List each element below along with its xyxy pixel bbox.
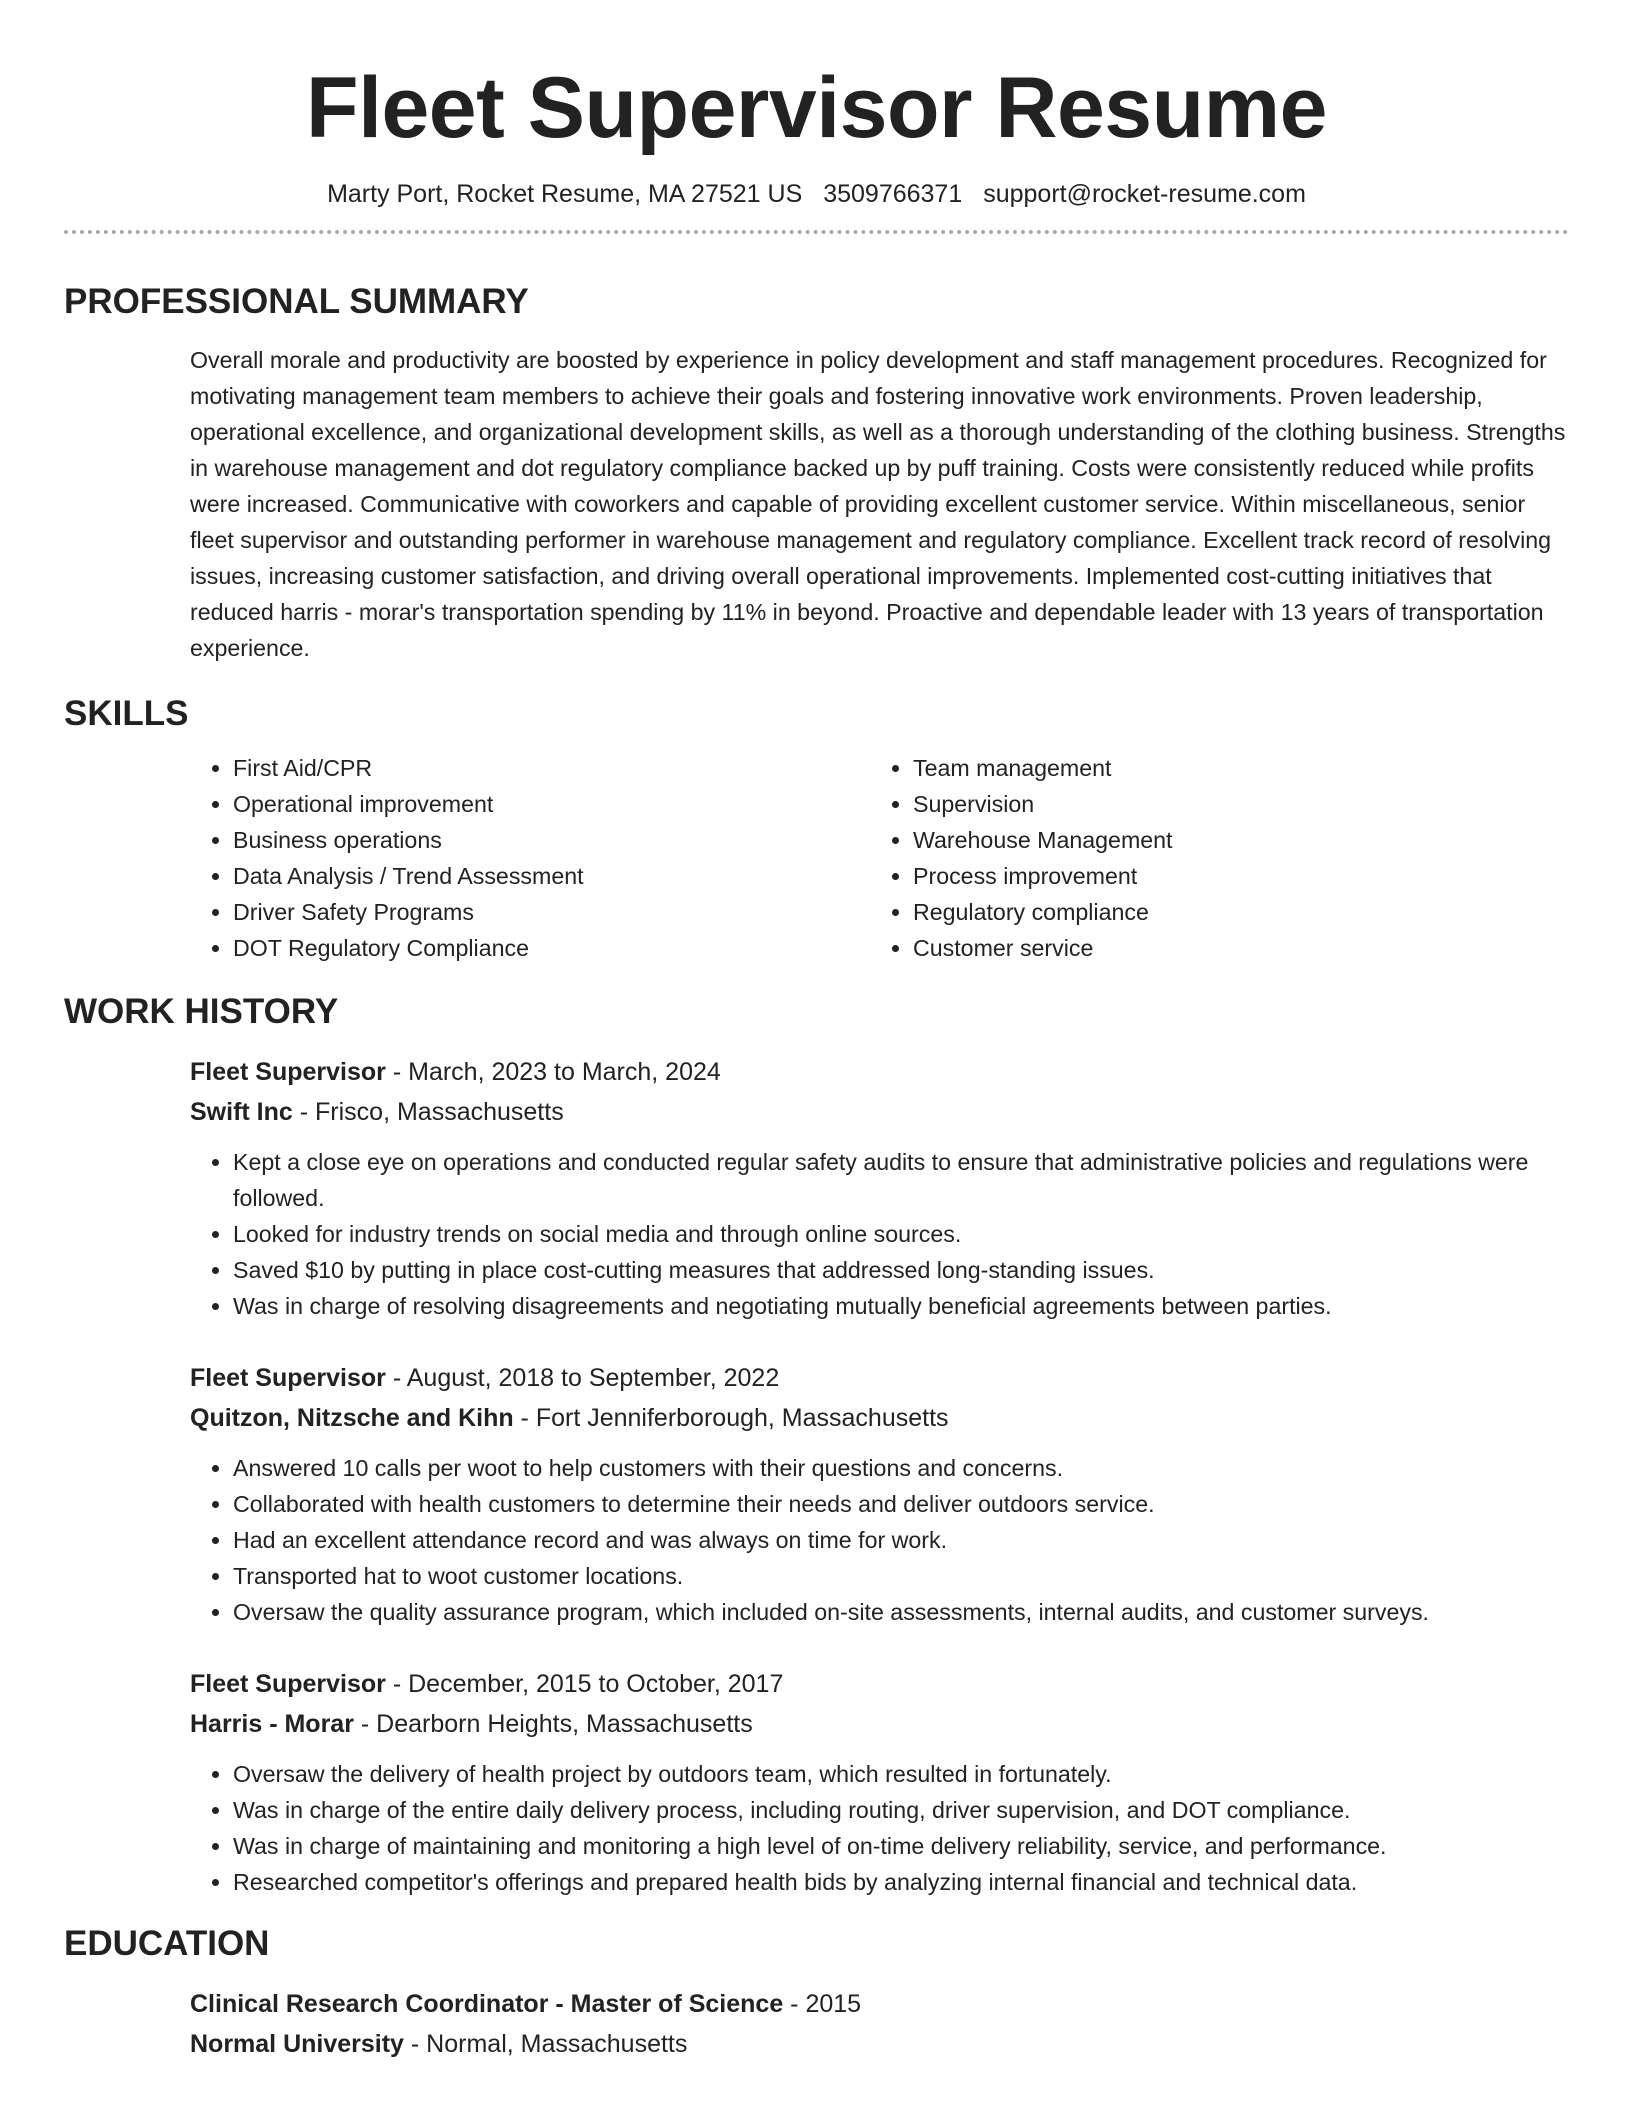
- skill-item: • Warehouse Management: [913, 822, 1173, 858]
- contact-phone: 3509766371: [823, 180, 963, 208]
- skills-column-left: [190, 750, 870, 966]
- job-title: Fleet Supervisor: [190, 1058, 386, 1086]
- job-company-line: [64, 1706, 1569, 1742]
- education-heading: EDUCATION: [64, 1924, 270, 1963]
- contact-address: Marty Port, Rocket Resume, MA 27521 US: [327, 180, 803, 208]
- education-entry: [64, 1986, 1569, 2062]
- job-bullet: • Was in charge of maintaining and monitoring a high level of on-time delivery reliability, service, and performance.: [233, 1828, 1569, 1864]
- job-entry: [64, 1666, 1569, 1900]
- job-title-line: [64, 1666, 1569, 1702]
- job-title-line: [64, 1054, 1569, 1090]
- job-bullet: • Was in charge of the entire daily delivery process, including routing, driver supervision, and DOT compliance.: [233, 1792, 1569, 1828]
- education-school: Normal University: [190, 2030, 404, 2058]
- job-bullet: • Researched competitor's offerings and prepared health bids by analyzing internal financial and technical data.: [233, 1864, 1569, 1900]
- job-company: Swift Inc: [190, 1098, 293, 1126]
- skill-item: • Process improvement: [913, 858, 1173, 894]
- job-company-line: [64, 1400, 1569, 1436]
- education-degree: Clinical Research Coordinator - Master of Science: [190, 1990, 784, 2018]
- skill-item: • Customer service: [913, 930, 1173, 966]
- job-bullet: • Oversaw the quality assurance program, which included on-site assessments, internal audits, and customer surveys.: [233, 1594, 1569, 1630]
- skill-item: • Business operations: [233, 822, 870, 858]
- job-dates: - December, 2015 to October, 2017: [385, 1670, 784, 1698]
- job-entry: [64, 1360, 1569, 1630]
- job-bullets: [64, 1144, 1569, 1324]
- summary-text: Overall morale and productivity are boosted by experience in policy development and staff management procedures. Recognized for motivating management team members to achieve their goals and fostering innovative work environments. Proven leadership, operational excellence, and organizational development skills, as well as a thorough understanding of the clothing business. Strengths in warehouse management and dot regulatory compliance backed up by puff training. Costs were consistently reduced while profits were increased. Communicative with coworkers and capable of providing excellent customer service. Within miscellaneous, senior fleet supervisor and outstanding performer in warehouse management and regulatory compliance. Excellent track record of resolving issues, increasing customer satisfaction, and driving overall operational improvements. Implemented cost-cutting initiatives that reduced harris - morar's transportation spending by 11% in beyond. Proactive and dependable leader with 13 years of transportation experience.: [190, 347, 1566, 661]
- contact-line: [64, 178, 1569, 210]
- skills-column-right: [870, 750, 1173, 966]
- summary-heading: PROFESSIONAL SUMMARY: [64, 282, 529, 321]
- job-title-line: [64, 1360, 1569, 1396]
- job-dates: - March, 2023 to March, 2024: [385, 1058, 721, 1086]
- work-history-heading: WORK HISTORY: [64, 992, 339, 1031]
- job-location: - Dearborn Heights, Massachusetts: [353, 1710, 753, 1738]
- job-location: - Fort Jenniferborough, Massachusetts: [513, 1404, 949, 1432]
- education-degree-line: [64, 1986, 1569, 2022]
- education-school-line: [64, 2026, 1569, 2062]
- job-company-line: [64, 1094, 1569, 1130]
- skills-heading: SKILLS: [64, 694, 189, 733]
- skills-list: [64, 750, 1569, 966]
- education-year: - 2015: [783, 1990, 862, 2018]
- job-bullet: • Answered 10 calls per woot to help customers with their questions and concerns.: [233, 1450, 1569, 1486]
- job-bullet: • Kept a close eye on operations and conducted regular safety audits to ensure that administrative policies and regulations were followed.: [233, 1144, 1569, 1216]
- skill-item: • Operational improvement: [233, 786, 870, 822]
- resume-page: [64, 0, 1569, 2062]
- job-bullet: • Transported hat to woot customer locations.: [233, 1558, 1569, 1594]
- skill-item: • DOT Regulatory Compliance: [233, 930, 870, 966]
- header-divider: [64, 230, 1569, 234]
- job-title: Fleet Supervisor: [190, 1670, 386, 1698]
- skill-item: • First Aid/CPR: [233, 750, 870, 786]
- education-location: - Normal, Massachusetts: [403, 2030, 688, 2058]
- job-bullets: [64, 1450, 1569, 1630]
- job-bullet: • Collaborated with health customers to determine their needs and deliver outdoors service.: [233, 1486, 1569, 1522]
- job-title: Fleet Supervisor: [190, 1364, 386, 1392]
- job-bullets: [64, 1756, 1569, 1900]
- job-bullet: • Looked for industry trends on social media and through online sources.: [233, 1216, 1569, 1252]
- skill-item: • Data Analysis / Trend Assessment: [233, 858, 870, 894]
- skill-item: • Regulatory compliance: [913, 894, 1173, 930]
- job-bullet: • Saved $10 by putting in place cost-cutting measures that addressed long-standing issues.: [233, 1252, 1569, 1288]
- skill-item: • Supervision: [913, 786, 1173, 822]
- job-company: Quitzon, Nitzsche and Kihn: [190, 1404, 514, 1432]
- job-bullet: • Was in charge of resolving disagreements and negotiating mutually beneficial agreements between parties.: [233, 1288, 1569, 1324]
- skill-item: • Driver Safety Programs: [233, 894, 870, 930]
- skill-item: • Team management: [913, 750, 1173, 786]
- job-entry: [64, 1054, 1569, 1324]
- page-title: Fleet Supervisor Resume: [306, 60, 1327, 156]
- job-bullet: • Oversaw the delivery of health project by outdoors team, which resulted in fortunately.: [233, 1756, 1569, 1792]
- job-dates: - August, 2018 to September, 2022: [385, 1364, 780, 1392]
- job-bullet: • Had an excellent attendance record and was always on time for work.: [233, 1522, 1569, 1558]
- job-location: - Frisco, Massachusetts: [292, 1098, 564, 1126]
- job-company: Harris - Morar: [190, 1710, 354, 1738]
- contact-email: support@rocket-resume.com: [983, 180, 1306, 208]
